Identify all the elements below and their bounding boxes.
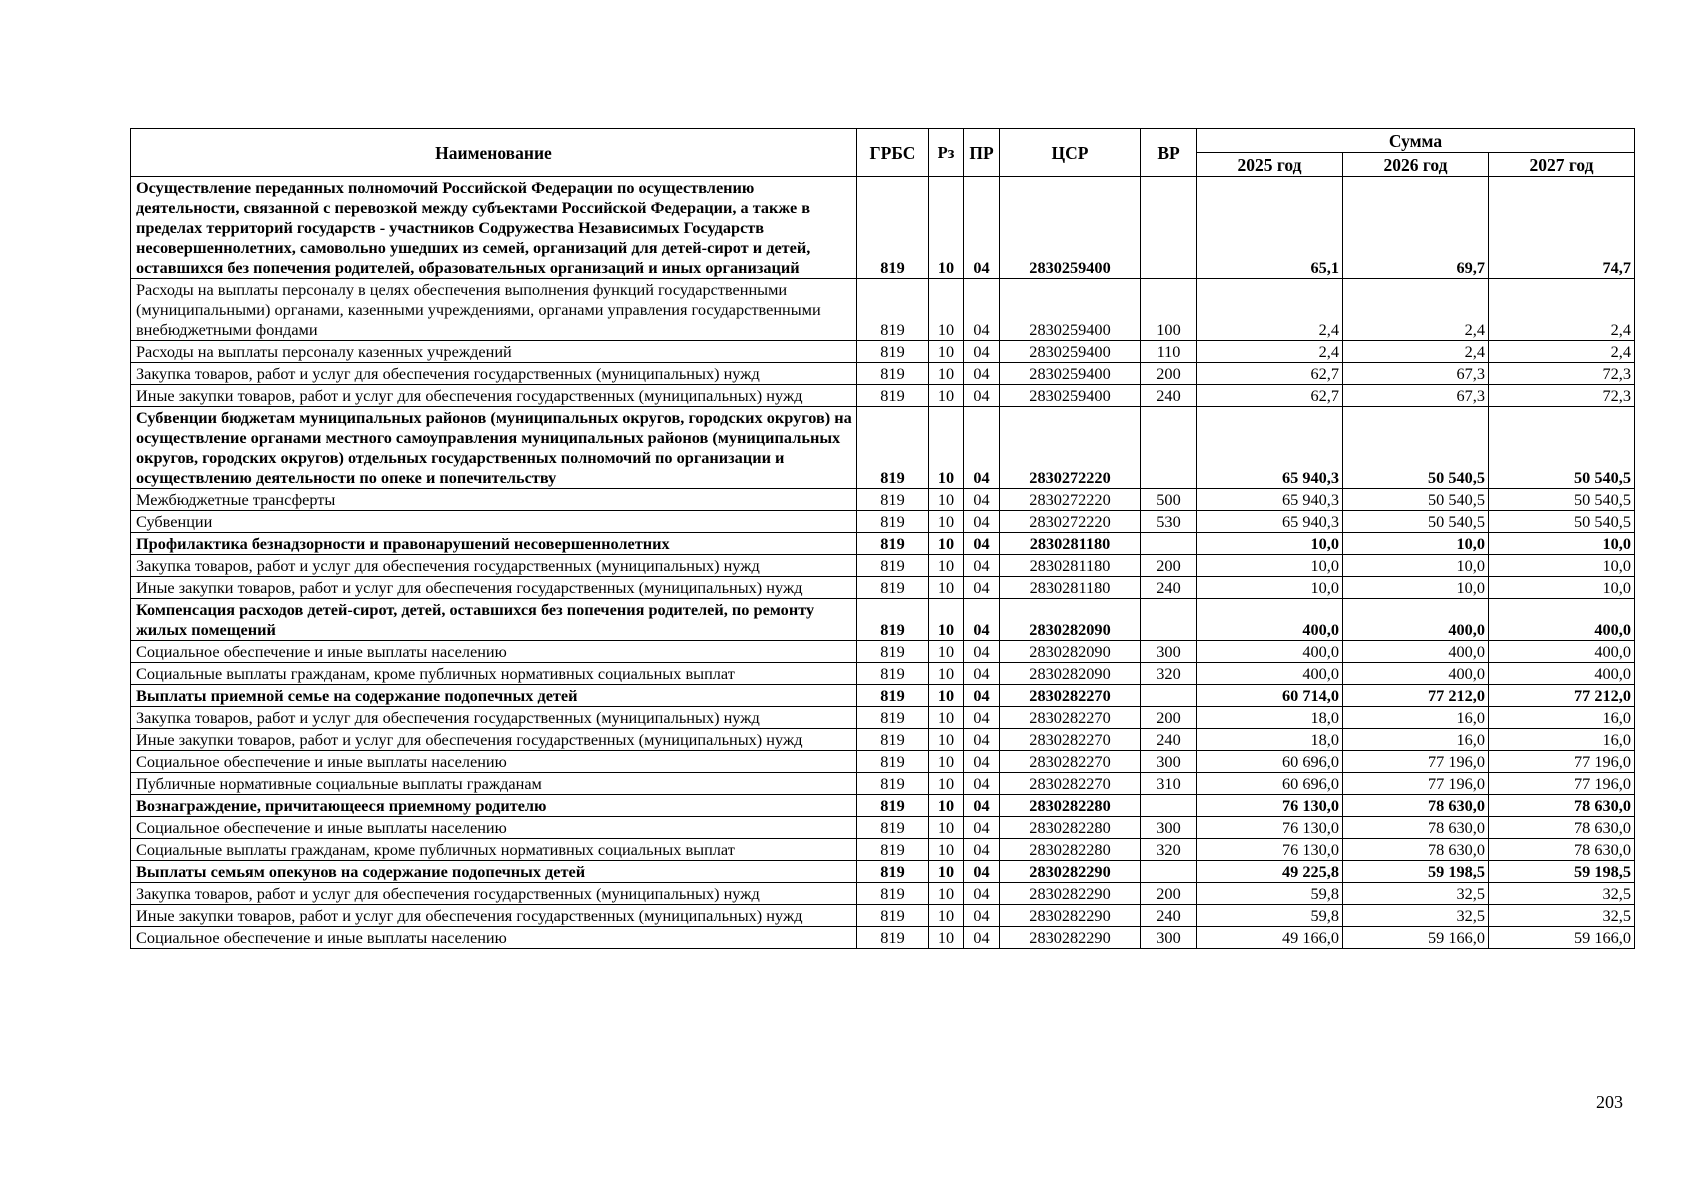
col-header-sum: Сумма [1197,129,1635,153]
row-name: Социальное обеспечение и иные выплаты населению [131,927,857,949]
row-rz: 10 [929,407,964,489]
row-grbs: 819 [857,795,929,817]
row-csr: 2830282090 [1000,599,1141,641]
col-header-rz: Рз [929,129,964,177]
row-amount-2025: 10,0 [1197,577,1343,599]
row-amount-2026: 77 196,0 [1343,751,1489,773]
row-pr: 04 [964,489,1000,511]
row-grbs: 819 [857,599,929,641]
row-pr: 04 [964,663,1000,685]
row-csr: 2830282270 [1000,729,1141,751]
row-csr: 2830259400 [1000,385,1141,407]
row-rz: 10 [929,685,964,707]
row-amount-2025: 60 696,0 [1197,751,1343,773]
row-csr: 2830281180 [1000,577,1141,599]
row-rz: 10 [929,729,964,751]
row-name: Социальные выплаты гражданам, кроме публичных нормативных социальных выплат [131,663,857,685]
row-pr: 04 [964,511,1000,533]
row-csr: 2830282280 [1000,839,1141,861]
row-rz: 10 [929,555,964,577]
row-grbs: 819 [857,385,929,407]
row-amount-2027: 77 196,0 [1489,751,1635,773]
row-csr: 2830282290 [1000,883,1141,905]
row-grbs: 819 [857,707,929,729]
table-row [131,363,1635,385]
row-csr: 2830272220 [1000,407,1141,489]
row-pr: 04 [964,641,1000,663]
row-amount-2027: 400,0 [1489,641,1635,663]
row-amount-2027: 77 196,0 [1489,773,1635,795]
row-grbs: 819 [857,489,929,511]
row-amount-2025: 76 130,0 [1197,839,1343,861]
row-pr: 04 [964,407,1000,489]
row-amount-2027: 59 198,5 [1489,861,1635,883]
row-pr: 04 [964,861,1000,883]
row-amount-2027: 2,4 [1489,341,1635,363]
col-header-2027: 2027 год [1489,153,1635,177]
row-vr: 110 [1141,341,1197,363]
col-header-name: Наименование [131,129,857,177]
table-body [131,177,1635,949]
row-pr: 04 [964,341,1000,363]
row-rz: 10 [929,861,964,883]
row-amount-2025: 400,0 [1197,599,1343,641]
row-name: Социальные выплаты гражданам, кроме публичных нормативных социальных выплат [131,839,857,861]
col-header-vr: ВР [1141,129,1197,177]
row-csr: 2830282270 [1000,751,1141,773]
table-row [131,577,1635,599]
row-amount-2025: 60 714,0 [1197,685,1343,707]
row-rz: 10 [929,839,964,861]
row-name: Закупка товаров, работ и услуг для обеспечения государственных (муниципальных) нужд [131,707,857,729]
row-amount-2026: 78 630,0 [1343,795,1489,817]
row-pr: 04 [964,729,1000,751]
row-vr: 300 [1141,817,1197,839]
row-vr: 200 [1141,883,1197,905]
page-number: 203 [1596,1092,1623,1112]
row-name: Межбюджетные трансферты [131,489,857,511]
row-name: Осуществление переданных полномочий Российской Федерации по осуществлению деятельности, связанной с перевозкой между субъектами Российской Федерации, а также в пределах территорий государств - участников Содружества Независимых Государств несовершеннолетних, самовольно ушедших из семей, организаций для детей-сирот и детей, оставшихся без попечения родителей, образовательных организаций и иных организаций [131,177,857,279]
table-row [131,663,1635,685]
row-csr: 2830281180 [1000,555,1141,577]
table-row [131,795,1635,817]
row-amount-2026: 400,0 [1343,599,1489,641]
table-row [131,751,1635,773]
row-amount-2025: 49 225,8 [1197,861,1343,883]
row-rz: 10 [929,279,964,341]
row-amount-2026: 2,4 [1343,279,1489,341]
row-name: Субвенции бюджетам муниципальных районов (муниципальных округов, городских округов) на осуществление органами местного самоуправления муниципальных районов (муниципальных округов, городских округов) отдельных государственных полномочий по организации и осуществлению деятельности по опеке и попечительству [131,407,857,489]
row-csr: 2830281180 [1000,533,1141,555]
row-vr [1141,599,1197,641]
row-name: Иные закупки товаров, работ и услуг для обеспечения государственных (муниципальных) нужд [131,905,857,927]
row-grbs: 819 [857,905,929,927]
table-row [131,385,1635,407]
row-amount-2025: 60 696,0 [1197,773,1343,795]
row-amount-2025: 59,8 [1197,905,1343,927]
table-row [131,817,1635,839]
budget-table [130,128,1635,949]
row-vr: 300 [1141,641,1197,663]
row-vr [1141,177,1197,279]
row-name: Субвенции [131,511,857,533]
row-rz: 10 [929,177,964,279]
row-amount-2026: 59 198,5 [1343,861,1489,883]
row-amount-2026: 32,5 [1343,905,1489,927]
row-amount-2025: 400,0 [1197,641,1343,663]
row-pr: 04 [964,751,1000,773]
row-amount-2027: 72,3 [1489,363,1635,385]
row-amount-2025: 65 940,3 [1197,407,1343,489]
row-name: Расходы на выплаты персоналу в целях обеспечения выполнения функций государственными (муниципальными) органами, казенными учреждениями, органами управления государственными внебюджетными фондами [131,279,857,341]
row-rz: 10 [929,773,964,795]
table-row [131,773,1635,795]
row-pr: 04 [964,883,1000,905]
row-pr: 04 [964,707,1000,729]
row-rz: 10 [929,883,964,905]
row-vr: 530 [1141,511,1197,533]
row-pr: 04 [964,927,1000,949]
col-header-grbs: ГРБС [857,129,929,177]
row-pr: 04 [964,385,1000,407]
row-amount-2026: 16,0 [1343,729,1489,751]
row-amount-2025: 10,0 [1197,533,1343,555]
row-pr: 04 [964,599,1000,641]
col-header-pr: ПР [964,129,1000,177]
row-amount-2026: 50 540,5 [1343,407,1489,489]
row-csr: 2830282280 [1000,795,1141,817]
row-csr: 2830272220 [1000,489,1141,511]
row-amount-2025: 65 940,3 [1197,489,1343,511]
row-name: Выплаты семьям опекунов на содержание подопечных детей [131,861,857,883]
row-amount-2025: 49 166,0 [1197,927,1343,949]
row-amount-2025: 10,0 [1197,555,1343,577]
row-amount-2026: 67,3 [1343,385,1489,407]
row-amount-2026: 16,0 [1343,707,1489,729]
row-csr: 2830282290 [1000,905,1141,927]
row-vr: 200 [1141,363,1197,385]
row-rz: 10 [929,599,964,641]
row-amount-2026: 77 196,0 [1343,773,1489,795]
row-csr: 2830282290 [1000,927,1141,949]
col-header-csr: ЦСР [1000,129,1141,177]
row-grbs: 819 [857,817,929,839]
row-grbs: 819 [857,927,929,949]
col-header-2026: 2026 год [1343,153,1489,177]
row-name: Иные закупки товаров, работ и услуг для обеспечения государственных (муниципальных) нужд [131,385,857,407]
row-amount-2025: 59,8 [1197,883,1343,905]
row-pr: 04 [964,839,1000,861]
row-amount-2026: 2,4 [1343,341,1489,363]
row-grbs: 819 [857,363,929,385]
row-grbs: 819 [857,641,929,663]
row-pr: 04 [964,817,1000,839]
row-grbs: 819 [857,533,929,555]
table-row [131,839,1635,861]
row-csr: 2830282270 [1000,773,1141,795]
row-amount-2025: 62,7 [1197,363,1343,385]
row-amount-2027: 74,7 [1489,177,1635,279]
row-amount-2026: 50 540,5 [1343,489,1489,511]
row-vr [1141,533,1197,555]
table-row [131,861,1635,883]
table-row [131,533,1635,555]
row-amount-2027: 10,0 [1489,577,1635,599]
row-amount-2027: 50 540,5 [1489,407,1635,489]
row-name: Закупка товаров, работ и услуг для обеспечения государственных (муниципальных) нужд [131,555,857,577]
row-rz: 10 [929,489,964,511]
table-row [131,729,1635,751]
row-vr [1141,861,1197,883]
row-amount-2025: 400,0 [1197,663,1343,685]
row-amount-2026: 77 212,0 [1343,685,1489,707]
row-csr: 2830282280 [1000,817,1141,839]
row-vr: 240 [1141,905,1197,927]
row-csr: 2830259400 [1000,341,1141,363]
row-pr: 04 [964,577,1000,599]
row-amount-2026: 10,0 [1343,555,1489,577]
row-name: Закупка товаров, работ и услуг для обеспечения государственных (муниципальных) нужд [131,883,857,905]
table-row [131,177,1635,279]
row-csr: 2830282290 [1000,861,1141,883]
row-vr: 320 [1141,663,1197,685]
row-csr: 2830259400 [1000,177,1141,279]
row-name: Иные закупки товаров, работ и услуг для обеспечения государственных (муниципальных) нужд [131,729,857,751]
row-csr: 2830282270 [1000,707,1141,729]
row-amount-2025: 65 940,3 [1197,511,1343,533]
row-vr: 240 [1141,729,1197,751]
row-grbs: 819 [857,861,929,883]
row-vr: 300 [1141,751,1197,773]
row-rz: 10 [929,663,964,685]
row-amount-2027: 16,0 [1489,729,1635,751]
row-pr: 04 [964,363,1000,385]
row-vr: 200 [1141,707,1197,729]
row-amount-2026: 10,0 [1343,577,1489,599]
row-grbs: 819 [857,839,929,861]
row-grbs: 819 [857,555,929,577]
table-row [131,511,1635,533]
row-amount-2026: 400,0 [1343,641,1489,663]
row-name: Социальное обеспечение и иные выплаты населению [131,817,857,839]
col-header-2025: 2025 год [1197,153,1343,177]
row-rz: 10 [929,385,964,407]
row-pr: 04 [964,533,1000,555]
row-grbs: 819 [857,341,929,363]
table-row [131,883,1635,905]
row-vr: 310 [1141,773,1197,795]
row-name: Социальное обеспечение и иные выплаты населению [131,641,857,663]
row-amount-2026: 32,5 [1343,883,1489,905]
row-rz: 10 [929,905,964,927]
row-name: Иные закупки товаров, работ и услуг для обеспечения государственных (муниципальных) нужд [131,577,857,599]
row-amount-2027: 78 630,0 [1489,839,1635,861]
row-rz: 10 [929,751,964,773]
row-grbs: 819 [857,883,929,905]
row-rz: 10 [929,533,964,555]
row-vr: 200 [1141,555,1197,577]
row-name: Социальное обеспечение и иные выплаты населению [131,751,857,773]
row-grbs: 819 [857,279,929,341]
row-amount-2026: 59 166,0 [1343,927,1489,949]
row-amount-2025: 76 130,0 [1197,817,1343,839]
row-amount-2027: 32,5 [1489,883,1635,905]
row-name: Вознаграждение, причитающееся приемному родителю [131,795,857,817]
row-amount-2026: 78 630,0 [1343,817,1489,839]
row-vr: 300 [1141,927,1197,949]
row-rz: 10 [929,795,964,817]
row-csr: 2830272220 [1000,511,1141,533]
row-rz: 10 [929,707,964,729]
table-row [131,341,1635,363]
row-csr: 2830282090 [1000,641,1141,663]
table-row [131,555,1635,577]
row-grbs: 819 [857,407,929,489]
row-vr: 240 [1141,577,1197,599]
row-amount-2027: 72,3 [1489,385,1635,407]
row-rz: 10 [929,641,964,663]
row-csr: 2830259400 [1000,363,1141,385]
row-grbs: 819 [857,511,929,533]
row-pr: 04 [964,555,1000,577]
row-pr: 04 [964,773,1000,795]
table-row [131,641,1635,663]
row-pr: 04 [964,795,1000,817]
row-name: Компенсация расходов детей-сирот, детей, оставшихся без попечения родителей, по ремонту жилых помещений [131,599,857,641]
row-amount-2025: 2,4 [1197,341,1343,363]
row-rz: 10 [929,363,964,385]
row-grbs: 819 [857,177,929,279]
row-rz: 10 [929,511,964,533]
row-amount-2026: 400,0 [1343,663,1489,685]
row-vr: 240 [1141,385,1197,407]
row-rz: 10 [929,577,964,599]
table-row [131,407,1635,489]
row-name: Профилактика безнадзорности и правонарушений несовершеннолетних [131,533,857,555]
row-pr: 04 [964,905,1000,927]
row-amount-2027: 59 166,0 [1489,927,1635,949]
row-amount-2027: 32,5 [1489,905,1635,927]
row-pr: 04 [964,279,1000,341]
row-amount-2027: 2,4 [1489,279,1635,341]
row-amount-2027: 50 540,5 [1489,511,1635,533]
row-csr: 2830282270 [1000,685,1141,707]
row-amount-2025: 18,0 [1197,729,1343,751]
row-name: Закупка товаров, работ и услуг для обеспечения государственных (муниципальных) нужд [131,363,857,385]
row-name: Выплаты приемной семье на содержание подопечных детей [131,685,857,707]
row-name: Расходы на выплаты персоналу казенных учреждений [131,341,857,363]
table-row [131,905,1635,927]
row-amount-2025: 62,7 [1197,385,1343,407]
row-amount-2027: 10,0 [1489,555,1635,577]
row-amount-2025: 76 130,0 [1197,795,1343,817]
row-grbs: 819 [857,751,929,773]
table-row [131,685,1635,707]
row-grbs: 819 [857,729,929,751]
row-vr [1141,407,1197,489]
row-amount-2026: 69,7 [1343,177,1489,279]
row-vr [1141,685,1197,707]
row-amount-2027: 16,0 [1489,707,1635,729]
row-csr: 2830259400 [1000,279,1141,341]
row-amount-2027: 78 630,0 [1489,795,1635,817]
row-amount-2026: 78 630,0 [1343,839,1489,861]
row-vr: 500 [1141,489,1197,511]
row-amount-2027: 78 630,0 [1489,817,1635,839]
row-grbs: 819 [857,773,929,795]
table-row [131,599,1635,641]
row-amount-2025: 2,4 [1197,279,1343,341]
row-amount-2027: 77 212,0 [1489,685,1635,707]
table-header [131,129,1635,177]
table-row [131,489,1635,511]
row-amount-2027: 10,0 [1489,533,1635,555]
row-vr [1141,795,1197,817]
table-row [131,279,1635,341]
row-amount-2025: 65,1 [1197,177,1343,279]
row-amount-2026: 10,0 [1343,533,1489,555]
row-amount-2027: 400,0 [1489,599,1635,641]
row-amount-2025: 18,0 [1197,707,1343,729]
row-pr: 04 [964,685,1000,707]
row-amount-2026: 50 540,5 [1343,511,1489,533]
row-rz: 10 [929,817,964,839]
row-name: Публичные нормативные социальные выплаты гражданам [131,773,857,795]
row-grbs: 819 [857,685,929,707]
row-amount-2027: 400,0 [1489,663,1635,685]
row-grbs: 819 [857,577,929,599]
table-row [131,927,1635,949]
row-rz: 10 [929,341,964,363]
row-vr: 320 [1141,839,1197,861]
row-amount-2026: 67,3 [1343,363,1489,385]
row-amount-2027: 50 540,5 [1489,489,1635,511]
row-grbs: 819 [857,663,929,685]
table-row [131,707,1635,729]
row-pr: 04 [964,177,1000,279]
row-rz: 10 [929,927,964,949]
row-csr: 2830282090 [1000,663,1141,685]
row-vr: 100 [1141,279,1197,341]
